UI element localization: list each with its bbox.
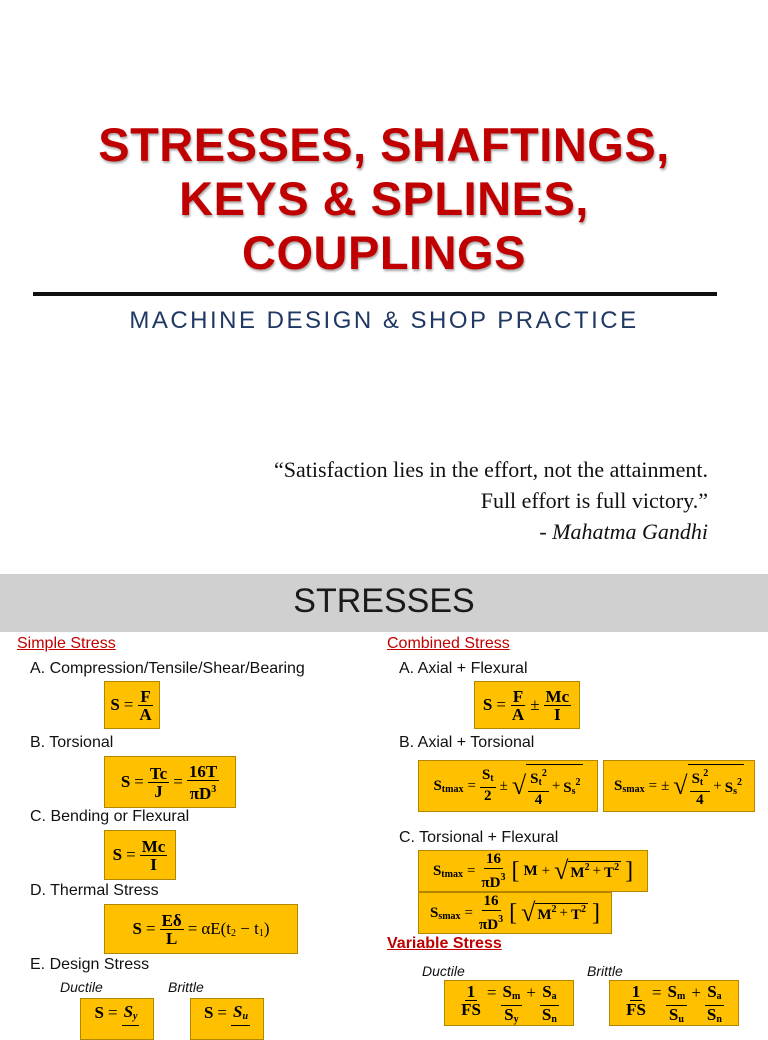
- formula-axial-torsional-tmax: $S_{tmax}$ = $\frac{S_t}{2}$ ± √ $\frac{S_t^2}{4}$ + $S_s^2$: [418, 760, 598, 812]
- formula-bending: S = $\frac{Mc}{I}$: [104, 830, 176, 880]
- formula-axial-flexural: S = $\frac{F}{A}$ ± $\frac{Mc}{I}$: [474, 681, 580, 729]
- variable-stress-heading: Variable Stress: [387, 935, 502, 952]
- title-line-3: COUPLINGS: [242, 226, 526, 279]
- formula-torsional-flexural-smax: $S_{smax}$ = $\frac{16}{\pi D^3}$ [ √ $M^2$ + $T^2$ ]: [418, 892, 612, 934]
- simple-stress-heading: Simple Stress: [17, 635, 116, 652]
- slide-title: [20, 118, 748, 280]
- item-design-stress: E. Design Stress: [30, 956, 150, 973]
- formula-thermal: S = $\frac{E\delta}{L}$ = $\alpha E(t_2 - t_1)$: [104, 904, 298, 954]
- simple-brittle-label: Brittle: [168, 979, 204, 995]
- variable-ductile-label: Ductile: [422, 963, 465, 979]
- item-torsional-flexural: C. Torsional + Flexural: [399, 829, 559, 846]
- stresses-slide: [0, 574, 768, 1024]
- formula-simple-stress: S = $\frac{F}{A}$: [104, 681, 160, 729]
- quote-author: - Mahatma Gandhi: [539, 519, 708, 544]
- quote-line-1: “Satisfaction lies in the effort, not the attainment.: [274, 457, 708, 482]
- item-axial-torsional: B. Axial + Torsional: [399, 734, 535, 751]
- item-thermal: D. Thermal Stress: [30, 882, 159, 899]
- title-line-1: STRESSES, SHAFTINGS,: [98, 118, 670, 171]
- item-axial-flexural: A. Axial + Flexural: [399, 660, 528, 677]
- item-compression: A. Compression/Tensile/Shear/Bearing: [30, 660, 305, 677]
- quote-line-2: Full effort is full victory.”: [480, 488, 708, 513]
- formula-torsional: S = $\frac{Tc}{J}$ = $\frac{16T}{\pi D^3}$: [104, 756, 236, 808]
- formula-variable-brittle: $\frac{1}{FS}$ = $\frac{S_m}{S_u}$ + $\frac{S_a}{S_n}$: [609, 980, 739, 1026]
- banner-title: STRESSES: [293, 582, 475, 620]
- combined-stress-heading: Combined Stress: [387, 635, 510, 652]
- slide-banner: [0, 574, 768, 632]
- title-line-2: KEYS & SPLINES,: [179, 172, 589, 225]
- item-bending: C. Bending or Flexural: [30, 808, 190, 825]
- formula-design-ductile: S = $S_y$: [80, 998, 154, 1040]
- formula-variable-ductile: $\frac{1}{FS}$ = $\frac{S_m}{S_y}$ + $\frac{S_a}{S_n}$: [444, 980, 574, 1026]
- item-torsional: B. Torsional: [30, 734, 114, 751]
- formula-axial-torsional-smax: $S_{smax}$ = ± √ $\frac{S_t^2}{4}$ + $S_s^2$: [603, 760, 755, 812]
- title-divider: [33, 292, 717, 296]
- simple-ductile-label: Ductile: [60, 979, 103, 995]
- formula-design-brittle: S = $S_u$: [190, 998, 264, 1040]
- formula-torsional-flexural-tmax: $S_{tmax}$ = $\frac{16}{\pi D^3}$ [ M + √ $M^2$ + $T^2$ ]: [418, 850, 648, 892]
- variable-brittle-label: Brittle: [587, 963, 623, 979]
- subtitle: MACHINE DESIGN & SHOP PRACTICE: [129, 307, 639, 334]
- quote-block: [274, 454, 708, 547]
